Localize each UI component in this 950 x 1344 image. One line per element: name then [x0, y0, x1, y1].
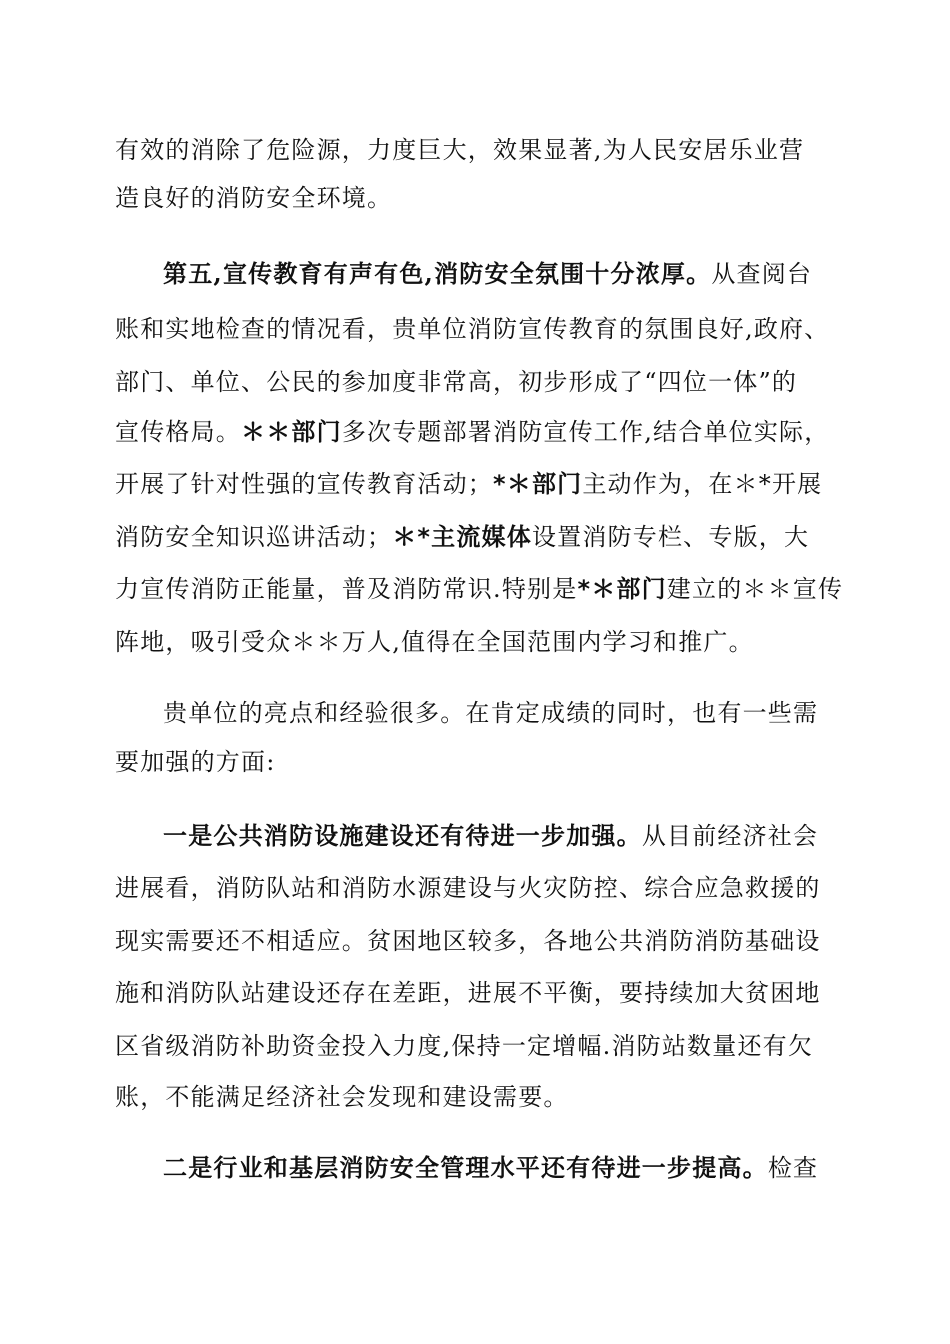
summary-first-line: 贵单位的亮点和经验很多。在肯定成绩的同时，也有一些需: [163, 699, 819, 727]
bold-department: *＊部门: [493, 470, 583, 498]
text-line: 进展看，消防队站和消防水源建设与火灾防控、综合应急救援的: [115, 874, 821, 902]
text-line: 消防安全知识巡讲活动；＊*主流媒体设置消防专栏、专版，大: [115, 523, 810, 551]
bold-department: *＊部门: [577, 575, 667, 603]
text-line: 账，不能满足经济社会发现和建设需要。: [115, 1083, 569, 1111]
text-line: 区省级消防补助资金投入力度,保持一定增幅.消防站数量还有欠: [115, 1032, 814, 1060]
text-line: 阵地，吸引受众＊＊万人,值得在全国范围内学习和推广。: [115, 628, 754, 656]
text-line: 现实需要还不相适应。贫困地区较多，各地公共消防消防基础设: [115, 927, 821, 955]
text-line: 要加强的方面:: [115, 748, 276, 776]
item-1-heading: 一是公共消防设施建设还有待进一步加强。: [163, 821, 642, 850]
text-line: 部门、单位、公民的参加度非常高，初步形成了“四位一体”的: [115, 368, 798, 396]
item-2-heading: 二是行业和基层消防安全管理水平还有待进一步提高。: [163, 1153, 768, 1182]
text-line: 账和实地检查的情况看，贵单位消防宣传教育的氛围良好,政府、: [115, 315, 830, 343]
paragraph-5-heading: 第五,宣传教育有声有色,消防安全氛围十分浓厚。: [163, 259, 712, 288]
bold-media: ＊*主流媒体: [392, 523, 532, 551]
paragraph-5-first-line: 第五,宣传教育有声有色,消防安全氛围十分浓厚。从查阅台: [163, 259, 813, 288]
bold-department: ＊＊部门: [241, 418, 342, 446]
text-line: 力宣传消防正能量，普及消防常识.特别是*＊部门建立的＊＊宣传: [115, 575, 844, 603]
text-line: 开展了针对性强的宣传教育活动；*＊部门主动作为，在＊*开展: [115, 470, 823, 498]
text-line: 施和消防队站建设还存在差距，进展不平衡，要持续加大贫困地: [115, 979, 821, 1007]
text-line: 有效的消除了危险源，力度巨大，效果显著,为人民安居乐业营: [115, 136, 805, 164]
item-1-first-line: 一是公共消防设施建设还有待进一步加强。从目前经济社会: [163, 821, 819, 850]
item-2-first-line: 二是行业和基层消防安全管理水平还有待进一步提高。检查: [163, 1153, 819, 1182]
text-line: 造良好的消防安全环境。: [115, 184, 393, 212]
text-line: 宣传格局。＊＊部门多次专题部署消防宣传工作,结合单位实际，: [115, 418, 830, 446]
